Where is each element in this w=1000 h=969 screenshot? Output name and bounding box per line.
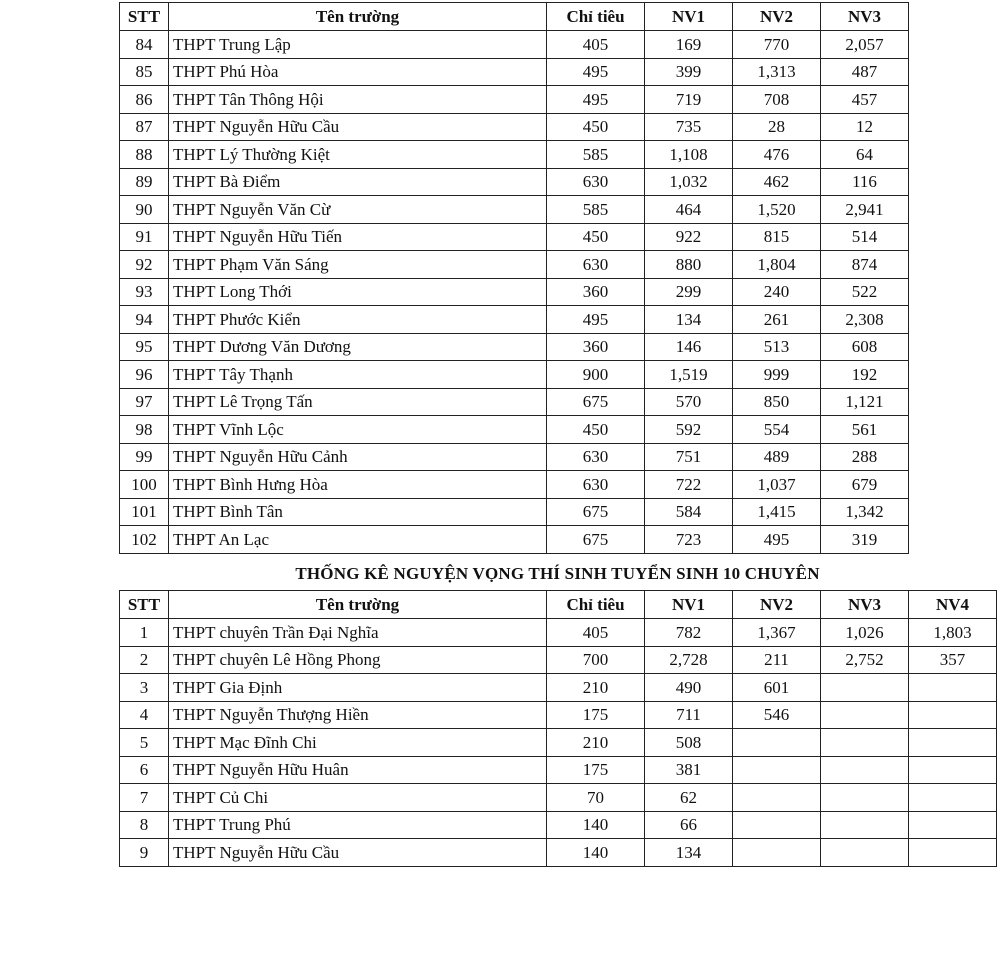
cell-nv4	[909, 839, 997, 867]
cell-nv2	[733, 756, 821, 784]
cell-quota: 360	[547, 333, 645, 361]
cell-nv2: 999	[733, 361, 821, 389]
cell-nv3: 514	[821, 223, 909, 251]
table-row	[120, 388, 909, 416]
cell-nv1: 1,032	[645, 168, 733, 196]
cell-quota: 70	[547, 784, 645, 812]
school-wish-table	[119, 2, 909, 554]
cell-stt: 84	[120, 31, 169, 59]
header-nv3: NV3	[821, 591, 909, 619]
cell-nv3: 288	[821, 443, 909, 471]
cell-nv3: 874	[821, 251, 909, 279]
header-nv2: NV2	[733, 3, 821, 31]
cell-nv1: 399	[645, 58, 733, 86]
table-header-row	[120, 591, 997, 619]
cell-nv2: 850	[733, 388, 821, 416]
table-row	[120, 701, 997, 729]
table-row	[120, 223, 909, 251]
cell-stt: 90	[120, 196, 169, 224]
cell-nv3: 1,026	[821, 619, 909, 647]
cell-quota: 405	[547, 619, 645, 647]
cell-nv2: 554	[733, 416, 821, 444]
cell-nv1: 782	[645, 619, 733, 647]
cell-nv3: 2,752	[821, 646, 909, 674]
table-row	[120, 619, 997, 647]
cell-nv1: 62	[645, 784, 733, 812]
cell-school-name: THPT Trung Lập	[169, 31, 547, 59]
cell-nv3	[821, 784, 909, 812]
cell-stt: 101	[120, 498, 169, 526]
cell-nv1: 508	[645, 729, 733, 757]
cell-nv2: 261	[733, 306, 821, 334]
cell-nv3: 116	[821, 168, 909, 196]
table-row	[120, 729, 997, 757]
cell-stt: 91	[120, 223, 169, 251]
cell-nv2: 1,804	[733, 251, 821, 279]
cell-school-name: THPT Dương Văn Dương	[169, 333, 547, 361]
cell-school-name: THPT Nguyễn Hữu Cầu	[169, 839, 547, 867]
cell-quota: 450	[547, 223, 645, 251]
cell-school-name: THPT Nguyễn Hữu Tiến	[169, 223, 547, 251]
header-quota: Chỉ tiêu	[547, 3, 645, 31]
cell-quota: 675	[547, 498, 645, 526]
cell-school-name: THPT Củ Chi	[169, 784, 547, 812]
cell-nv3: 608	[821, 333, 909, 361]
cell-quota: 450	[547, 416, 645, 444]
table-row	[120, 168, 909, 196]
cell-nv1: 490	[645, 674, 733, 702]
header-nv3: NV3	[821, 3, 909, 31]
table-row	[120, 113, 909, 141]
cell-school-name: THPT Trung Phú	[169, 811, 547, 839]
header-stt: STT	[120, 591, 169, 619]
cell-school-name: THPT Phạm Văn Sáng	[169, 251, 547, 279]
cell-quota: 585	[547, 141, 645, 169]
cell-stt: 88	[120, 141, 169, 169]
cell-quota: 585	[547, 196, 645, 224]
cell-stt: 2	[120, 646, 169, 674]
cell-stt: 96	[120, 361, 169, 389]
cell-stt: 92	[120, 251, 169, 279]
cell-stt: 7	[120, 784, 169, 812]
cell-nv3: 12	[821, 113, 909, 141]
cell-school-name: THPT An Lạc	[169, 526, 547, 554]
cell-quota: 700	[547, 646, 645, 674]
header-school-name: Tên trường	[169, 3, 547, 31]
cell-nv3: 319	[821, 526, 909, 554]
cell-nv1: 2,728	[645, 646, 733, 674]
cell-nv2: 489	[733, 443, 821, 471]
header-nv4: NV4	[909, 591, 997, 619]
cell-stt: 99	[120, 443, 169, 471]
cell-quota: 210	[547, 674, 645, 702]
cell-quota: 675	[547, 388, 645, 416]
cell-school-name: THPT Lý Thường Kiệt	[169, 141, 547, 169]
cell-nv1: 134	[645, 306, 733, 334]
cell-stt: 86	[120, 86, 169, 114]
cell-school-name: THPT Tân Thông Hội	[169, 86, 547, 114]
cell-nv1: 570	[645, 388, 733, 416]
cell-nv3: 2,941	[821, 196, 909, 224]
cell-quota: 175	[547, 701, 645, 729]
cell-school-name: THPT Vĩnh Lộc	[169, 416, 547, 444]
cell-stt: 6	[120, 756, 169, 784]
table-row	[120, 278, 909, 306]
table-row	[120, 58, 909, 86]
cell-quota: 630	[547, 168, 645, 196]
cell-school-name: THPT Nguyễn Hữu Cầu	[169, 113, 547, 141]
cell-school-name: THPT Nguyễn Thượng Hiền	[169, 701, 547, 729]
cell-nv2: 708	[733, 86, 821, 114]
cell-nv1: 592	[645, 416, 733, 444]
cell-quota: 630	[547, 251, 645, 279]
cell-nv1: 464	[645, 196, 733, 224]
cell-nv2: 495	[733, 526, 821, 554]
cell-nv1: 1,108	[645, 141, 733, 169]
cell-quota: 450	[547, 113, 645, 141]
cell-school-name: THPT Mạc Đĩnh Chi	[169, 729, 547, 757]
cell-nv2: 1,037	[733, 471, 821, 499]
cell-stt: 5	[120, 729, 169, 757]
cell-school-name: THPT chuyên Trần Đại Nghĩa	[169, 619, 547, 647]
table-row	[120, 471, 909, 499]
cell-nv1: 299	[645, 278, 733, 306]
cell-nv3: 1,121	[821, 388, 909, 416]
cell-stt: 3	[120, 674, 169, 702]
cell-quota: 675	[547, 526, 645, 554]
cell-stt: 89	[120, 168, 169, 196]
cell-quota: 175	[547, 756, 645, 784]
cell-school-name: THPT Long Thới	[169, 278, 547, 306]
cell-nv2: 513	[733, 333, 821, 361]
cell-nv4: 1,803	[909, 619, 997, 647]
cell-quota: 360	[547, 278, 645, 306]
cell-stt: 4	[120, 701, 169, 729]
cell-school-name: THPT Bà Điểm	[169, 168, 547, 196]
cell-nv3: 561	[821, 416, 909, 444]
cell-nv1: 169	[645, 31, 733, 59]
cell-nv3	[821, 701, 909, 729]
cell-nv3: 64	[821, 141, 909, 169]
table-row	[120, 333, 909, 361]
cell-stt: 100	[120, 471, 169, 499]
specialized-school-wish-table	[119, 590, 997, 867]
cell-nv3: 1,342	[821, 498, 909, 526]
cell-nv1: 751	[645, 443, 733, 471]
cell-nv2: 1,415	[733, 498, 821, 526]
cell-nv3: 2,057	[821, 31, 909, 59]
cell-nv4	[909, 701, 997, 729]
cell-quota: 405	[547, 31, 645, 59]
cell-nv3	[821, 756, 909, 784]
cell-nv2: 815	[733, 223, 821, 251]
cell-nv1: 922	[645, 223, 733, 251]
table-row	[120, 646, 997, 674]
cell-stt: 97	[120, 388, 169, 416]
cell-quota: 495	[547, 86, 645, 114]
table-row	[120, 86, 909, 114]
cell-school-name: THPT Bình Hưng Hòa	[169, 471, 547, 499]
cell-nv2	[733, 784, 821, 812]
table-row	[120, 306, 909, 334]
cell-stt: 98	[120, 416, 169, 444]
table-row	[120, 251, 909, 279]
cell-nv3	[821, 729, 909, 757]
cell-quota: 210	[547, 729, 645, 757]
cell-nv1: 381	[645, 756, 733, 784]
cell-nv1: 134	[645, 839, 733, 867]
cell-nv2: 240	[733, 278, 821, 306]
header-nv1: NV1	[645, 3, 733, 31]
table-row	[120, 498, 909, 526]
cell-school-name: THPT Nguyễn Hữu Cảnh	[169, 443, 547, 471]
cell-nv1: 584	[645, 498, 733, 526]
cell-quota: 630	[547, 471, 645, 499]
cell-quota: 900	[547, 361, 645, 389]
cell-nv4	[909, 811, 997, 839]
cell-school-name: THPT Gia Định	[169, 674, 547, 702]
cell-stt: 8	[120, 811, 169, 839]
table-row	[120, 756, 997, 784]
cell-quota: 140	[547, 839, 645, 867]
cell-stt: 87	[120, 113, 169, 141]
cell-school-name: THPT Nguyễn Hữu Huân	[169, 756, 547, 784]
cell-stt: 95	[120, 333, 169, 361]
cell-nv3: 522	[821, 278, 909, 306]
cell-nv4	[909, 784, 997, 812]
cell-stt: 94	[120, 306, 169, 334]
cell-nv3: 457	[821, 86, 909, 114]
cell-nv1: 711	[645, 701, 733, 729]
cell-nv2: 462	[733, 168, 821, 196]
cell-nv1: 66	[645, 811, 733, 839]
header-nv2: NV2	[733, 591, 821, 619]
cell-stt: 85	[120, 58, 169, 86]
table-row	[120, 361, 909, 389]
cell-nv3: 2,308	[821, 306, 909, 334]
cell-nv1: 722	[645, 471, 733, 499]
cell-nv4	[909, 729, 997, 757]
cell-quota: 630	[547, 443, 645, 471]
table-row	[120, 196, 909, 224]
cell-nv2: 211	[733, 646, 821, 674]
table-row	[120, 811, 997, 839]
cell-nv1: 719	[645, 86, 733, 114]
cell-stt: 1	[120, 619, 169, 647]
table-row	[120, 839, 997, 867]
table-header-row	[120, 3, 909, 31]
header-stt: STT	[120, 3, 169, 31]
cell-nv2: 1,367	[733, 619, 821, 647]
cell-nv3	[821, 811, 909, 839]
cell-nv1: 1,519	[645, 361, 733, 389]
cell-nv1: 723	[645, 526, 733, 554]
cell-school-name: THPT chuyên Lê Hồng Phong	[169, 646, 547, 674]
table-row	[120, 443, 909, 471]
table-row	[120, 141, 909, 169]
cell-school-name: THPT Bình Tân	[169, 498, 547, 526]
table-row	[120, 31, 909, 59]
cell-nv2	[733, 729, 821, 757]
cell-quota: 140	[547, 811, 645, 839]
header-nv1: NV1	[645, 591, 733, 619]
table-row	[120, 416, 909, 444]
cell-nv3	[821, 839, 909, 867]
cell-nv2	[733, 811, 821, 839]
cell-nv1: 880	[645, 251, 733, 279]
cell-nv2: 546	[733, 701, 821, 729]
cell-nv3: 487	[821, 58, 909, 86]
specialized-table-title: THỐNG KÊ NGUYỆN VỌNG THÍ SINH TUYỂN SINH 10 CHUYÊN	[295, 564, 820, 583]
table-row	[120, 784, 997, 812]
cell-nv2: 1,520	[733, 196, 821, 224]
cell-nv2: 476	[733, 141, 821, 169]
cell-nv3: 679	[821, 471, 909, 499]
cell-nv2	[733, 839, 821, 867]
cell-nv4: 357	[909, 646, 997, 674]
cell-school-name: THPT Nguyễn Văn Cừ	[169, 196, 547, 224]
cell-nv3	[821, 674, 909, 702]
header-school-name: Tên trường	[169, 591, 547, 619]
cell-stt: 93	[120, 278, 169, 306]
cell-school-name: THPT Phú Hòa	[169, 58, 547, 86]
cell-nv2: 601	[733, 674, 821, 702]
header-quota: Chỉ tiêu	[547, 591, 645, 619]
cell-nv2: 1,313	[733, 58, 821, 86]
cell-stt: 9	[120, 839, 169, 867]
cell-nv2: 28	[733, 113, 821, 141]
cell-quota: 495	[547, 306, 645, 334]
cell-nv4	[909, 674, 997, 702]
cell-school-name: THPT Phước Kiển	[169, 306, 547, 334]
cell-school-name: THPT Tây Thạnh	[169, 361, 547, 389]
table-row	[120, 526, 909, 554]
cell-nv1: 146	[645, 333, 733, 361]
cell-nv3: 192	[821, 361, 909, 389]
cell-nv1: 735	[645, 113, 733, 141]
cell-nv2: 770	[733, 31, 821, 59]
cell-school-name: THPT Lê Trọng Tấn	[169, 388, 547, 416]
table-row	[120, 674, 997, 702]
cell-stt: 102	[120, 526, 169, 554]
cell-nv4	[909, 756, 997, 784]
cell-quota: 495	[547, 58, 645, 86]
